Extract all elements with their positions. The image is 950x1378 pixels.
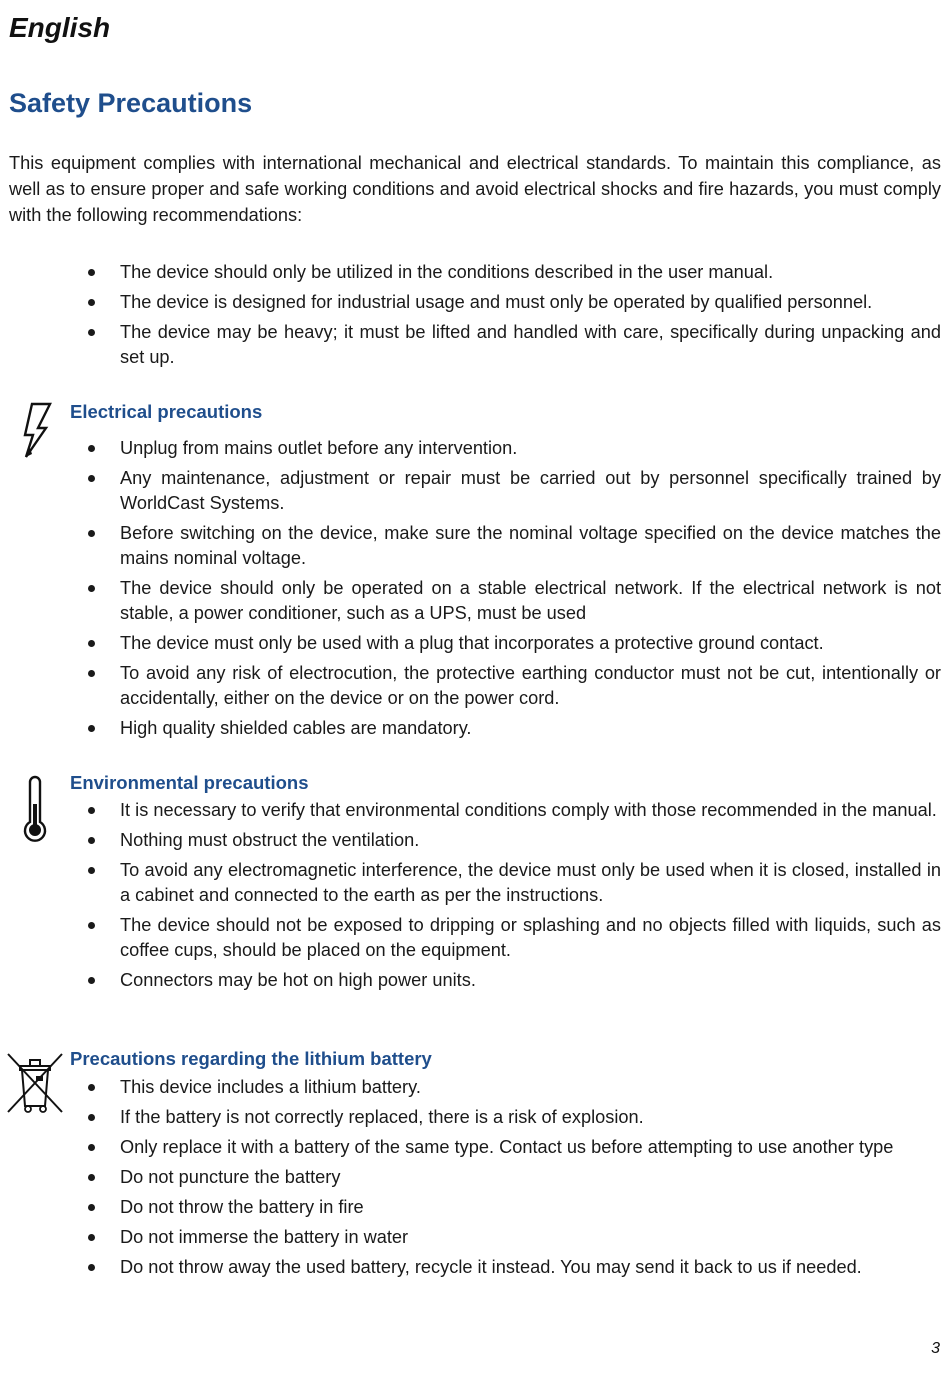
list-item: Only replace it with a battery of the same type. Contact us before attempting to use another type <box>0 1135 941 1160</box>
environmental-heading: Environmental precautions <box>70 772 309 793</box>
environmental-precautions-list <box>0 798 941 998</box>
page-number: 3 <box>931 1340 940 1357</box>
list-item: The device must only be used with a plug that incorporates a protective ground contact. <box>0 631 941 656</box>
list-item: This device includes a lithium battery. <box>0 1075 941 1100</box>
battery-heading: Precautions regarding the lithium battery <box>70 1048 432 1069</box>
language-label: English <box>9 12 111 43</box>
list-item: To avoid any risk of electrocution, the protective earthing conductor must not be cut, intentionally or accidentally, either on the device or on the power cord. <box>0 661 941 711</box>
list-item: Unplug from mains outlet before any intervention. <box>0 436 941 461</box>
list-item: The device should only be utilized in the conditions described in the user manual. <box>0 260 941 285</box>
list-item: The device should not be exposed to dripping or splashing and no objects filled with liquids, such as coffee cups, should be placed on the equipment. <box>0 913 941 963</box>
list-item: Any maintenance, adjustment or repair must be carried out by personnel specifically trained by WorldCast Systems. <box>0 466 941 516</box>
list-item: If the battery is not correctly replaced, there is a risk of explosion. <box>0 1105 941 1130</box>
list-item: Before switching on the device, make sure the nominal voltage specified on the device matches the mains nominal voltage. <box>0 521 941 571</box>
electrical-precautions-list <box>0 436 941 746</box>
list-item: High quality shielded cables are mandatory. <box>0 716 941 741</box>
intro-paragraph: This equipment complies with international mechanical and electrical standards. To maintain this compliance, as well as to ensure proper and safe working conditions and avoid electrical shocks and fire hazards, you must comply with the following recommendations: <box>9 153 941 225</box>
list-item: To avoid any electromagnetic interference, the device must only be used when it is closed, installed in a cabinet and connected to the earth as per the instructions. <box>0 858 941 908</box>
general-precautions-list <box>0 260 941 375</box>
list-item: Connectors may be hot on high power units. <box>0 968 941 993</box>
list-item: Do not puncture the battery <box>0 1165 941 1190</box>
list-item: The device may be heavy; it must be lifted and handled with care, specifically during unpacking and set up. <box>0 320 941 370</box>
list-item: Do not immerse the battery in water <box>0 1225 941 1250</box>
electrical-heading: Electrical precautions <box>70 401 263 422</box>
list-item: The device should only be operated on a stable electrical network. If the electrical network is not stable, a power conditioner, such as a UPS, must be used <box>0 576 941 626</box>
list-item: Nothing must obstruct the ventilation. <box>0 828 941 853</box>
list-item: It is necessary to verify that environmental conditions comply with those recommended in the manual. <box>0 798 941 823</box>
list-item: Do not throw the battery in fire <box>0 1195 941 1220</box>
battery-precautions-list <box>0 1075 941 1285</box>
list-item: The device is designed for industrial usage and must only be operated by qualified personnel. <box>0 290 941 315</box>
list-item: Do not throw away the used battery, recycle it instead. You may send it back to us if needed. <box>0 1255 941 1280</box>
page-title: Safety Precautions <box>9 88 253 118</box>
